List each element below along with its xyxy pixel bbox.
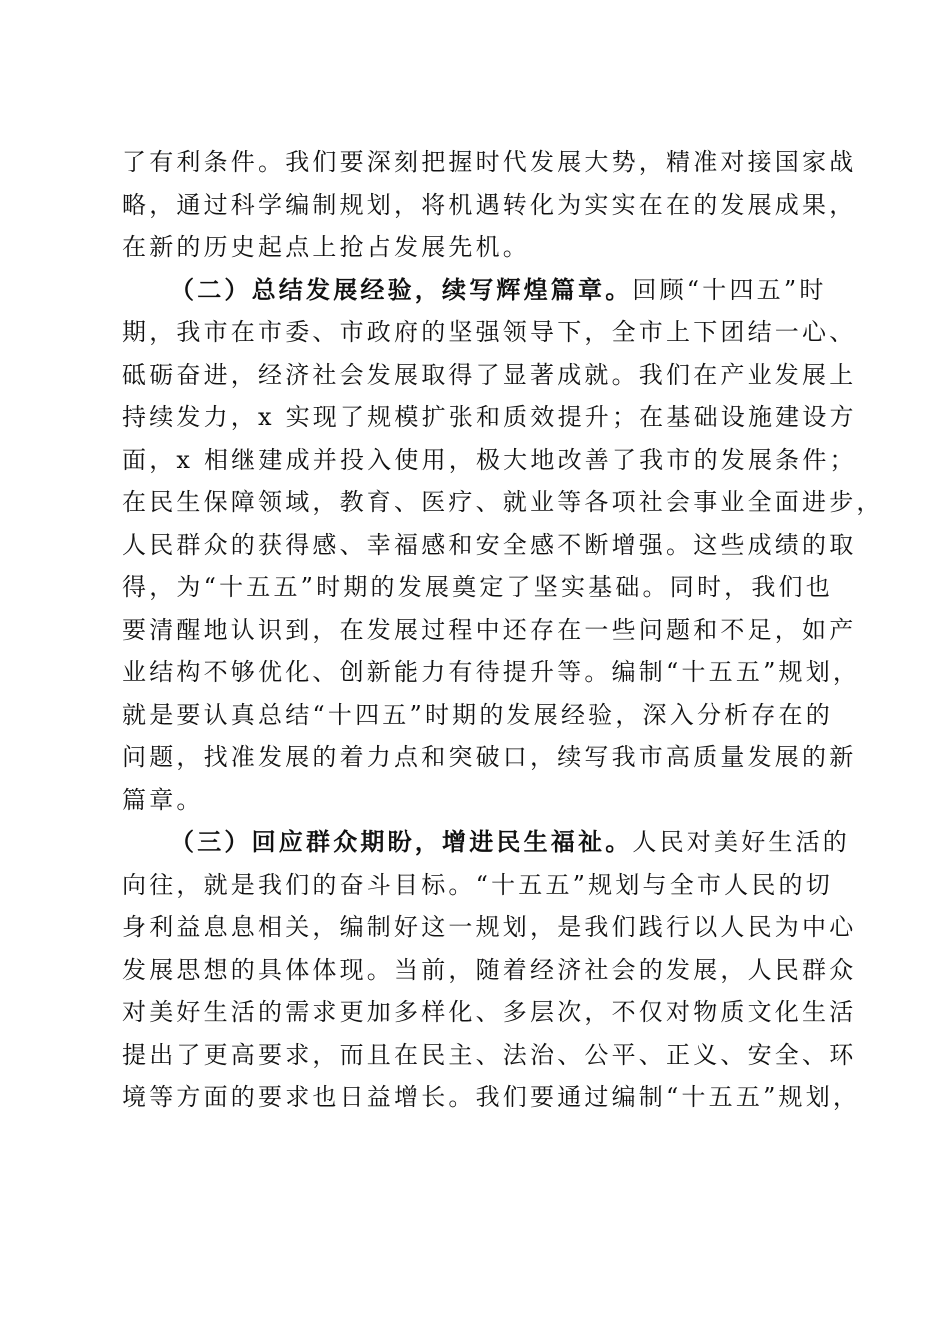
text-line — [122, 906, 857, 949]
body-text: 在民生保障领域，教育、医疗、就业等各项社会事业全面进步， — [122, 488, 884, 516]
text-line — [122, 566, 833, 609]
body-text: 持续发力，x 实现了规模扩张和质效提升；在基础设施建设方 — [122, 403, 857, 431]
text-line — [122, 609, 857, 652]
text-line — [122, 481, 884, 524]
text-line — [122, 779, 828, 822]
body-text: 业结构不够优化、创新能力有待提升等。编制“十五五”规划， — [122, 658, 861, 686]
text-line — [122, 991, 857, 1034]
body-text: 向往，就是我们的奋斗目标。“十五五”规划与全市人民的切 — [122, 870, 833, 899]
section-heading: （二）总结发展经验，续写辉煌篇章。 — [170, 274, 633, 304]
body-text: 得，为“十五五”时期的发展奠定了坚实基础。同时，我们也 — [122, 573, 833, 601]
body-text: 砥砺奋进，经济社会发展取得了显著成就。我们在产业发展上 — [122, 360, 857, 389]
body-text: 面，x 相继建成并投入使用，极大地改善了我市的发展条件； — [122, 445, 857, 474]
body-text: 了有利条件。我们要深刻把握时代发展大势，精准对接国家战 — [122, 148, 857, 176]
body-text: 提出了更高要求，而且在民主、法治、公平、正义、安全、环 — [122, 1040, 857, 1069]
body-text: 问题，找准发展的着力点和突破口，续写我市高质量发展的新 — [122, 743, 857, 771]
body-text: 境等方面的要求也日益增长。我们要通过编制“十五五”规划， — [122, 1083, 861, 1111]
text-line — [122, 1034, 857, 1077]
body-text: 略，通过科学编制规划，将机遇转化为实实在在的发展成果， — [122, 190, 857, 219]
section-heading: （三）回应群众期盼，增进民生福祉。 — [170, 827, 633, 856]
text-line — [122, 524, 857, 567]
text-line — [122, 354, 857, 397]
body-text: 对美好生活的需求更加多样化、多层次，不仅对物质文化生活 — [122, 998, 857, 1026]
text-line — [122, 736, 857, 779]
body-text: 人民对美好生活的 — [632, 828, 851, 856]
document-body — [122, 141, 884, 1119]
body-text: 回顾“十四五”时 — [632, 275, 827, 304]
text-line — [122, 949, 857, 992]
body-text: 篇章。 — [122, 785, 204, 814]
body-text: 期，我市在市委、市政府的坚强领导下，全市上下团结一心、 — [122, 318, 857, 346]
text-line — [122, 651, 861, 694]
body-text: 就是要认真总结“十四五”时期的发展经验，深入分析存在的 — [122, 700, 833, 729]
text-line — [122, 184, 857, 227]
body-text: 发展思想的具体体现。当前，随着经济社会的发展，人民群众 — [122, 955, 857, 984]
text-line — [122, 141, 857, 184]
text-line — [122, 311, 857, 354]
text-line — [122, 694, 833, 737]
body-text: 身利益息息相关，编制好这一规划，是我们践行以人民为中心 — [122, 913, 857, 941]
body-text: 人民群众的获得感、幸福感和安全感不断增强。这些成绩的取 — [122, 530, 857, 559]
text-line — [122, 269, 828, 312]
body-text: 要清醒地认识到，在发展过程中还存在一些问题和不足，如产 — [122, 615, 857, 644]
text-line — [122, 1076, 861, 1119]
text-line — [122, 439, 857, 482]
text-line — [122, 226, 828, 269]
text-line — [122, 864, 833, 907]
text-line — [122, 821, 851, 864]
body-text: 在新的历史起点上抢占发展先机。 — [122, 233, 530, 261]
text-line — [122, 396, 857, 439]
